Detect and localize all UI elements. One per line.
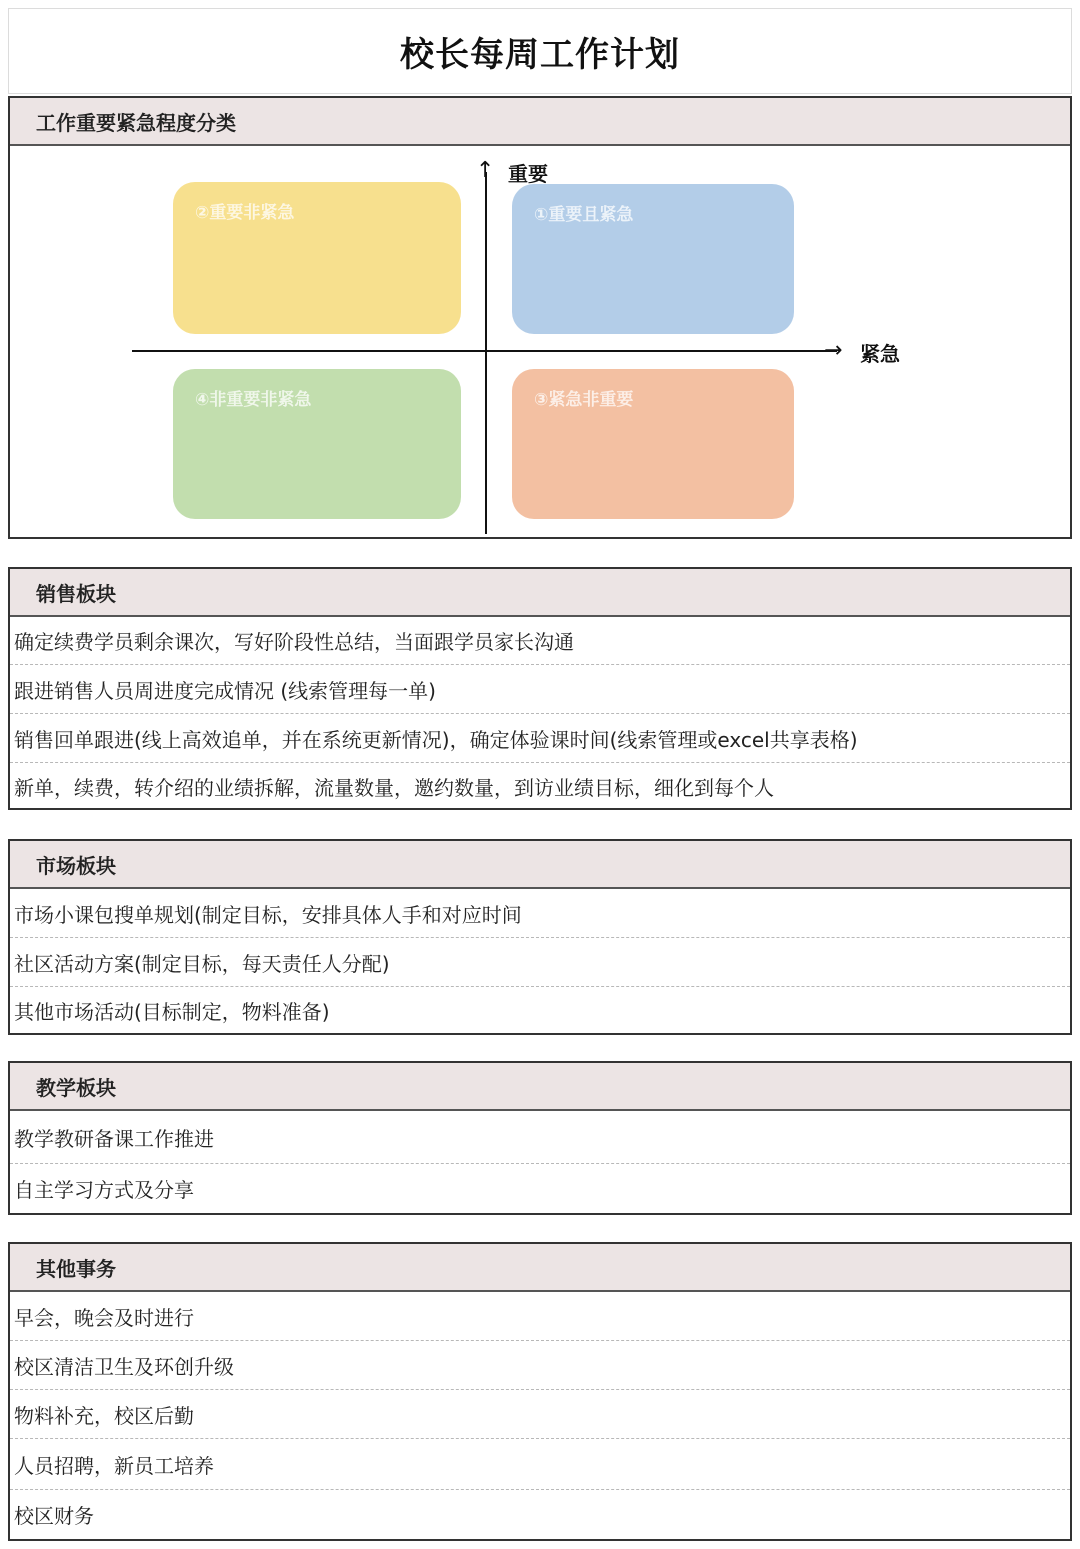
list-item: 人员招聘，新员工培养 [10, 1439, 1070, 1490]
quadrant-important-and-urgent: ①重要且紧急 [512, 184, 794, 334]
page-title: 校长每周工作计划 [400, 34, 680, 75]
quadrant-important-not-urgent: ②重要非紧急 [173, 182, 461, 334]
list-item: 物料补充，校区后勤 [10, 1390, 1070, 1439]
market-section [8, 839, 1072, 1035]
priority-matrix [10, 146, 1070, 536]
title-box [8, 8, 1072, 94]
quadrant-not-important-not-urgent: ④非重要非紧急 [173, 369, 461, 519]
importance-axis [485, 172, 487, 534]
list-item: 教学教研备课工作推进 [10, 1111, 1070, 1164]
other-section-header: 其他事务 [10, 1244, 1070, 1292]
sales-section-header: 销售板块 [10, 569, 1070, 617]
importance-axis-label: 重要 [508, 162, 548, 186]
list-item: 市场小课包搜单规划(制定目标，安排具体人手和对应时间 [10, 889, 1070, 938]
arrow-up-icon: ↑ [476, 158, 495, 183]
urgency-axis-label: 紧急 [860, 342, 900, 366]
sales-section [8, 567, 1072, 810]
other-section [8, 1242, 1072, 1541]
list-item: 销售回单跟进(线上高效追单，并在系统更新情况)，确定体验课时间(线索管理或excel共享表格) [10, 714, 1070, 763]
list-item: 社区活动方案(制定目标，每天责任人分配) [10, 938, 1070, 987]
priority-section-header: 工作重要紧急程度分类 [10, 98, 1070, 146]
list-item: 其他市场活动(目标制定，物料准备) [14, 999, 330, 1024]
list-item: 自主学习方式及分享 [14, 1178, 194, 1202]
market-section-header: 市场板块 [10, 841, 1070, 889]
list-item: 校区财务 [14, 1504, 94, 1528]
arrow-right-icon: → [824, 338, 843, 363]
list-item: 早会，晚会及时进行 [10, 1292, 1070, 1341]
priority-section [8, 96, 1072, 539]
list-item: 新单，续费，转介绍的业绩拆解，流量数量，邀约数量，到访业绩目标，细化到每个人 [14, 776, 774, 800]
quadrant-urgent-not-important: ③紧急非重要 [512, 369, 794, 519]
teaching-section [8, 1061, 1072, 1215]
teaching-section-header: 教学板块 [10, 1063, 1070, 1111]
list-item: 确定续费学员剩余课次，写好阶段性总结，当面跟学员家长沟通 [10, 617, 1070, 665]
list-item: 跟进销售人员周进度完成情况 (线索管理每一单) [10, 665, 1070, 714]
list-item: 校区清洁卫生及环创升级 [10, 1341, 1070, 1390]
